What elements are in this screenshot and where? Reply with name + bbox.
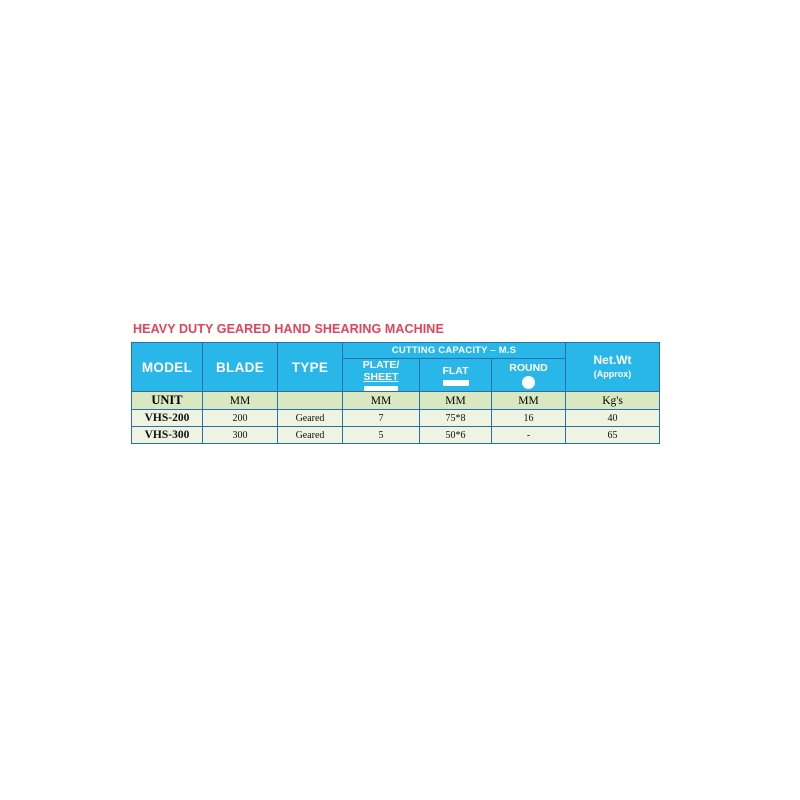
page-title: HEAVY DUTY GEARED HAND SHEARING MACHINE <box>133 322 444 336</box>
cell-unit-type <box>278 392 343 410</box>
cell-unit-flat: MM <box>420 392 492 410</box>
rectangle-bar-icon <box>364 386 398 391</box>
cell-round: - <box>492 427 566 444</box>
cell-plate-sheet: 5 <box>343 427 420 444</box>
plate-sheet-label-line1: PLATE/ <box>362 359 400 371</box>
table-row <box>132 427 660 444</box>
cell-blade: 300 <box>203 427 278 444</box>
column-header-flat <box>420 359 492 392</box>
cell-round: 16 <box>492 410 566 427</box>
plate-sheet-label-line2: SHEET <box>363 371 399 383</box>
cell-type: Geared <box>278 427 343 444</box>
cell-unit-round: MM <box>492 392 566 410</box>
column-header-round <box>492 359 566 392</box>
column-header-net-weight <box>566 343 660 392</box>
round-label: ROUND <box>509 361 548 374</box>
column-header-plate-sheet <box>343 359 420 392</box>
column-header-model: MODEL <box>132 343 203 392</box>
cell-netwt: 65 <box>566 427 660 444</box>
cell-plate-sheet: 7 <box>343 410 420 427</box>
cell-model: VHS-200 <box>132 410 203 427</box>
cell-unit-netwt: Kg's <box>566 392 660 410</box>
cell-blade: 200 <box>203 410 278 427</box>
column-group-header-cutting-capacity: CUTTING CAPACITY – M.S <box>343 343 566 359</box>
filled-circle-icon <box>522 376 535 389</box>
cell-type: Geared <box>278 410 343 427</box>
net-weight-sublabel: (Approx) <box>593 369 632 379</box>
specification-block <box>131 322 659 444</box>
cell-netwt: 40 <box>566 410 660 427</box>
flat-label: FLAT <box>442 364 469 377</box>
cell-model: VHS-300 <box>132 427 203 444</box>
specifications-table <box>131 342 660 444</box>
cell-flat: 75*8 <box>420 410 492 427</box>
cell-unit-model: UNIT <box>132 392 203 410</box>
column-header-type: TYPE <box>278 343 343 392</box>
table-group-header-row <box>132 343 660 359</box>
thick-bar-icon <box>443 380 469 386</box>
table-row-unit <box>132 392 660 410</box>
cell-flat: 50*6 <box>420 427 492 444</box>
net-weight-label: Net.Wt <box>593 353 632 367</box>
cell-unit-blade: MM <box>203 392 278 410</box>
table-row <box>132 410 660 427</box>
cell-unit-plate-sheet: MM <box>343 392 420 410</box>
column-header-blade: BLADE <box>203 343 278 392</box>
